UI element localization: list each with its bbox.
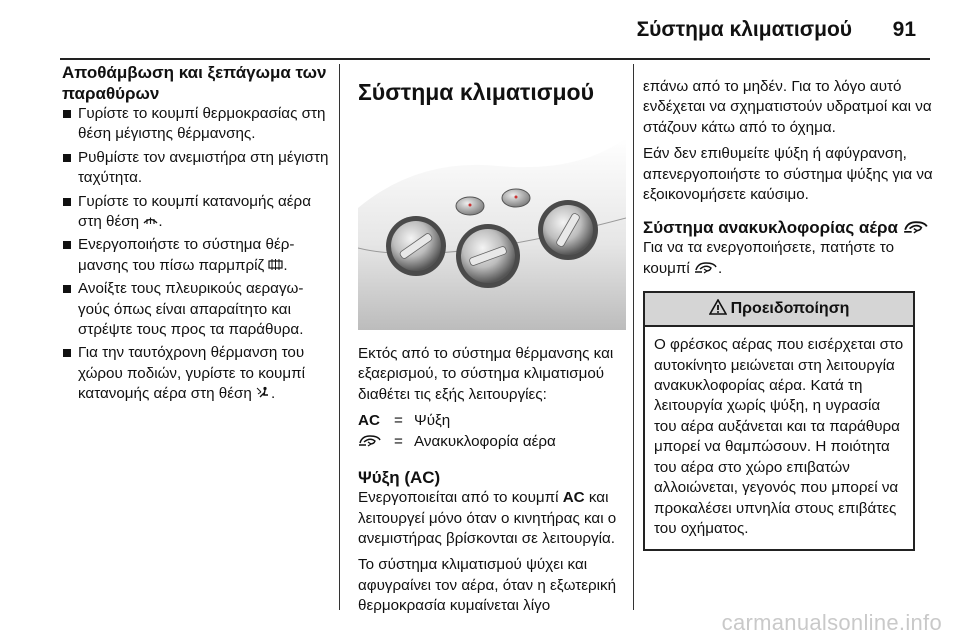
climate-control-panel-photo — [358, 118, 626, 330]
list-item: Ενεργοποιήστε το σύστημα θέρμανσης του πίσω παρμπρίζ . — [62, 235, 330, 276]
climate-heading: Σύστημα κλιματισμού — [358, 79, 594, 105]
legend-row: = Ανακυκλοφορία αέρα — [358, 432, 626, 453]
page-number: 91 — [892, 18, 916, 41]
recirculation-text: Για να τα ενεργοποιήσετε, πατήστε το κουμπί . — [643, 239, 895, 277]
bullet-square — [63, 241, 71, 249]
warning-text: Ο φρέσκος αέρας που εισέρχεται στο αυτοκίνητο μειώνεται στη λειτουργία ανακυκλοφορίας αέρα. Κατά τη λειτουργία χωρίς ψύξη, η υγρασία του αέρα αυξάνεται και τα παράθυρα μπορεί να θαμπώσουν. Η ποιότητα του αέρα στο χώρο επιβατών αλλοιώνεται, γεγονός που μπορεί να προκαλέσει υπνηλία στους επιβάτες του οχήματος. — [654, 336, 904, 537]
recirculation-heading: Σύστημα ανακυκλοφορίας αέρα — [643, 217, 933, 238]
warning-triangle-icon — [709, 295, 727, 311]
legend-value: Ψύξη — [414, 412, 451, 430]
header-rule — [60, 58, 930, 60]
legend-value: Ανακυκλοφορία αέρα — [414, 433, 556, 451]
fuel-saving-paragraph: Εάν δεν επιθυμείτε ψύξη ή αφύγρανση, απενεργοποιήστε το σύστημα ψύξης για να εξοικονομήσετε καύσιμο. — [643, 145, 933, 204]
column-divider-2 — [633, 64, 634, 610]
rear-window-heating-icon — [268, 258, 283, 271]
list-item: Για την ταυτόχρονη θέρμανση του χώρου ποδιών, γυρίστε το κουμπί κατανομής αέρα στη θέση . — [62, 343, 330, 404]
list-item: Ρυθμίστε τον ανεμιστήρα στη μέγιστη ταχύτητα. — [62, 148, 330, 189]
cooling-paragraph-2: Το σύστημα κλιματισμού ψύχει και αφυγραίνει τον αέρα, όταν η εξωτερική θερμοκρασία κυμαίνεται λίγο — [358, 556, 617, 615]
bullet-square — [63, 349, 71, 357]
air-recirculation-icon — [694, 261, 718, 274]
air-recirculation-icon — [903, 220, 929, 234]
legend-key: AC — [358, 412, 380, 430]
list-item: Γυρίστε το κουμπί κατανομής αέρα στη θέση . — [62, 192, 330, 233]
defrost-steps — [62, 104, 330, 405]
floor-and-windscreen-icon — [256, 386, 271, 399]
column-divider-1 — [339, 64, 340, 610]
running-title: Σύστημα κλιματισμού — [636, 18, 852, 41]
bullet-square — [63, 285, 71, 293]
legend-row: AC = Ψύξη — [358, 411, 626, 432]
list-item: Ανοίξτε τους πλευρικούς αεραγωγούς όπως είναι απαραίτητο και στρέψτε τους προς τα παράθυρα. — [62, 279, 330, 340]
continued-paragraph: επάνω από το μηδέν. Για το λόγο αυτό ενδέχεται να σχηματιστούν υδρατμοί και να στάζουν κάτω από το όχημα. — [643, 78, 932, 136]
warning-header — [645, 293, 913, 327]
page-header — [0, 14, 960, 54]
bullet-square — [63, 110, 71, 118]
cooling-paragraph-1: Ενεργοποιείται από το κουμπί AC και λειτουργεί μόνο όταν ο κινητήρας και ο ανεμιστήρας βρίσκονται σε λειτουργία. — [358, 489, 617, 548]
function-legend — [358, 411, 626, 453]
bullet-square — [63, 154, 71, 162]
warning-box — [643, 291, 915, 551]
warning-title: Προειδοποίηση — [730, 300, 850, 318]
windscreen-defrost-icon — [143, 214, 158, 227]
air-recirculation-icon — [358, 434, 382, 447]
watermark: carmanualsonline.info — [721, 610, 942, 635]
climate-intro: Εκτός από το σύστημα θέρμανσης και εξαερισμού, το σύστημα κλιματισμού διαθέτει τις εξής λειτουργίες: — [358, 345, 614, 403]
column-2 — [358, 62, 626, 623]
defrost-heading: Αποθάμβωση και ξεπάγωμα των παραθύρων — [62, 63, 327, 103]
column-3 — [643, 62, 933, 551]
bullet-square — [63, 198, 71, 206]
column-1 — [62, 62, 330, 408]
list-item: Γυρίστε το κουμπί θερμοκρασίας στη θέση μέγιστης θέρμανσης. — [62, 104, 330, 145]
cooling-heading: Ψύξη (AC) — [358, 468, 441, 488]
